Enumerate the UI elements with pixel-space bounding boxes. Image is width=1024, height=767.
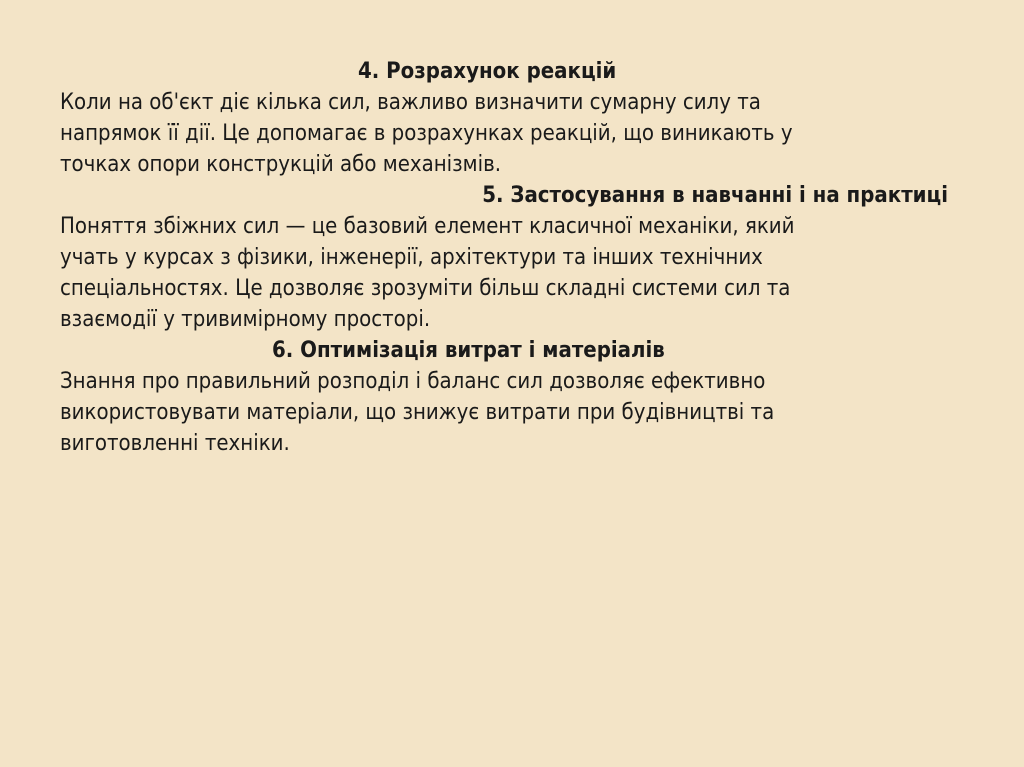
section-heading-education-practice: 5. Застосування в навчанні і на практиці	[482, 183, 948, 208]
body-line: точках опори конструкцій або механізмів.	[60, 152, 502, 177]
body-line: Знання про правильний розподіл і баланс сил дозволяє ефективно	[60, 369, 766, 394]
body-line: взаємодії у тривимірному просторі.	[60, 307, 431, 332]
body-line: виготовленні техніки.	[60, 431, 290, 456]
body-line: учать у курсах з фізики, інженерії, архітектури та інших технічних	[60, 245, 763, 270]
body-line: Поняття збіжних сил — це базовий елемент класичної механіки, який	[60, 214, 795, 239]
section-heading-reaction-calculation: 4. Розрахунок реакцій	[358, 59, 617, 84]
body-line: напрямок її дії. Це допомагає в розрахунках реакцій, що виникають у	[60, 121, 793, 146]
body-line: спеціальностях. Це дозволяє зрозуміти більш складні системи сил та	[60, 276, 791, 301]
body-line: Коли на об'єкт діє кілька сил, важливо визначити сумарну силу та	[60, 90, 761, 115]
slide-content	[60, 56, 960, 459]
body-line: використовувати матеріали, що знижує витрати при будівництві та	[60, 400, 775, 425]
section-heading-cost-optimization: 6. Оптимізація витрат і матеріалів	[272, 338, 665, 363]
